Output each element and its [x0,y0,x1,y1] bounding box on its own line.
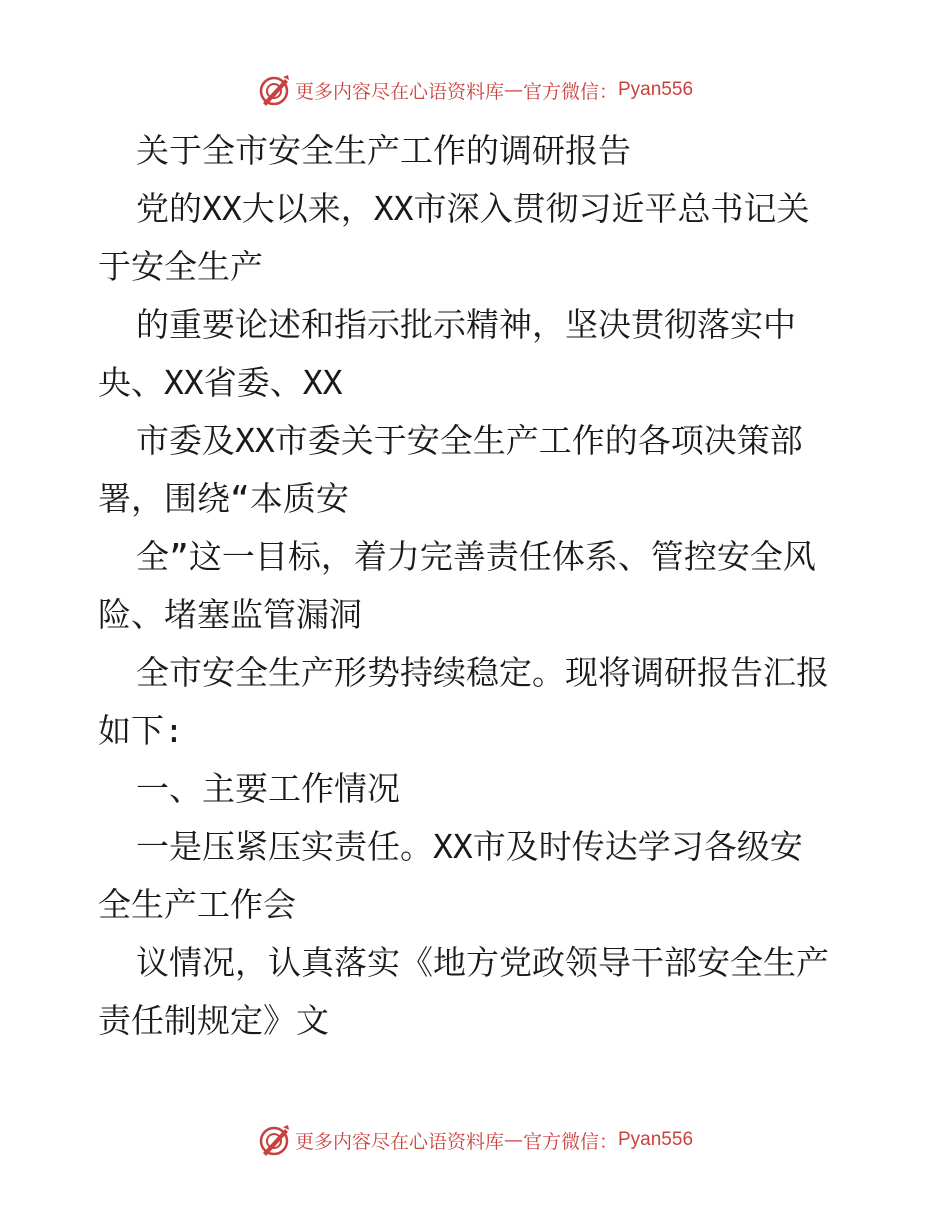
banner-wechat-label: 官方微信： [522,80,618,103]
brand-logo-icon [257,73,291,107]
paragraph-line: 全市安全生产形势持续稳定。现将调研报告汇报 [136,653,829,692]
paragraph-line: 的重要论述和指示批示精神，坚决贯彻落实中 [136,305,796,344]
footer-watermark-banner [0,1120,950,1160]
banner-wechat-id: Pyan556 [618,1129,694,1150]
paragraph-line: 全生产工作会 [98,885,296,924]
banner-slogan: 更多内容尽在心语资料库 [294,1130,504,1153]
paragraph-line: 如下: [98,711,184,750]
document-title: 关于全市安全生产工作的调研报告 [136,131,631,170]
banner-separator: — [503,1129,523,1151]
paragraph-line: 议情况，认真落实《地方党政领导干部安全生产 [136,943,829,982]
header-watermark-banner [0,70,950,110]
brand-logo-icon [257,1123,291,1157]
paragraph-line: 党的XX大以来，XX市深入贯彻习近平总书记关 [136,189,810,228]
paragraph-line: 一是压紧压实责任。XX市及时传达学习各级安 [136,827,803,866]
banner-separator: — [503,79,523,101]
section-heading: 一、主要工作情况 [136,769,400,808]
paragraph-line: 责任制规定》文 [98,1001,329,1040]
banner-slogan: 更多内容尽在心语资料库 [294,80,504,103]
banner-wechat-id: Pyan556 [618,79,694,100]
paragraph-line: 险、堵塞监管漏洞 [98,595,362,634]
paragraph-line: 央、XX省委、XX [98,363,343,402]
banner-wechat-label: 官方微信： [522,1130,618,1153]
paragraph-line: 署，围绕“本质安 [98,479,349,518]
paragraph-line: 全”这一目标，着力完善责任体系、管控安全风 [136,537,816,576]
paragraph-line: 市委及XX市委关于安全生产工作的各项决策部 [136,421,803,460]
paragraph-line: 于安全生产 [98,247,263,286]
document-body [98,122,858,1050]
